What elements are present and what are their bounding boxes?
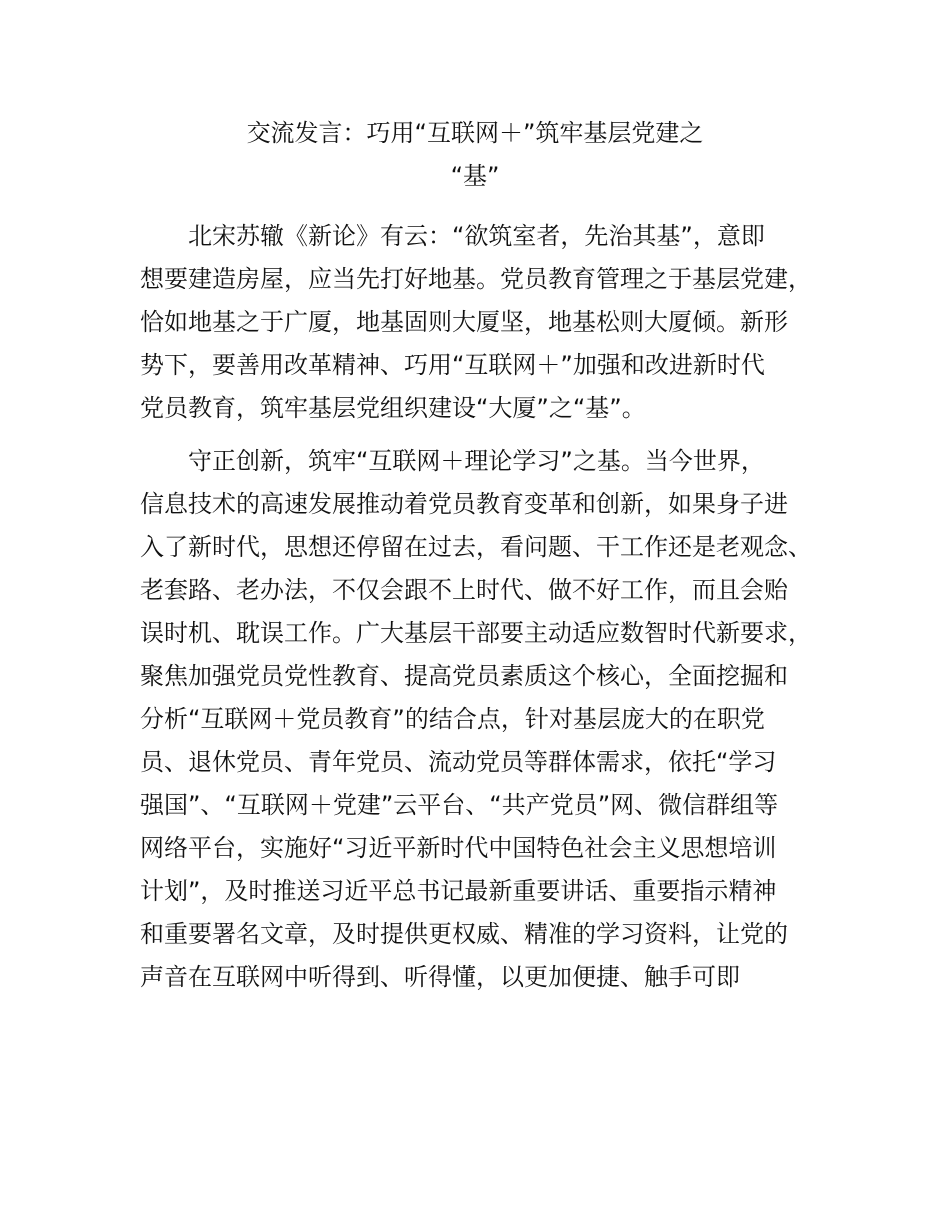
paragraph-theory-study (140, 440, 830, 999)
paragraph-line: 误时机、耽误工作。广大基层干部要主动适应数智时代新要求， (140, 619, 812, 647)
paragraph-intro (140, 215, 830, 430)
paragraph-line: 计划”，及时推送习近平总书记最新重要讲话、重要指示精神 (140, 877, 777, 905)
paragraph-line: 聚焦加强党员党性教育、提高党员素质这个核心，全面挖掘和 (140, 662, 788, 690)
paragraph-line: 和重要署名文章，及时提供更权威、精准的学习资料，让党的 (140, 920, 788, 948)
paragraph-line: 守正创新，筑牢“互联网＋理论学习”之基。当今世界， (188, 447, 765, 475)
paragraph-line: 老套路、老办法，不仅会跟不上时代、做不好工作，而且会贻 (140, 576, 788, 604)
paragraph-line: 员、退休党员、青年党员、流动党员等群体需求，依托“学习 (140, 748, 777, 776)
paragraph-line: 恰如地基之于广厦，地基固则大厦坚，地基松则大厦倾。新形 (140, 308, 788, 336)
paragraph-line: 党员教育，筑牢基层党组织建设“大厦”之“基”。 (140, 394, 646, 422)
document-body (140, 215, 830, 1009)
document-title (140, 112, 810, 198)
paragraph-line: 网络平台，实施好“习近平新时代中国特色社会主义思想培训 (140, 834, 777, 862)
paragraph-line: 想要建造房屋，应当先打好地基。党员教育管理之于基层党建， (140, 265, 812, 293)
paragraph-line: 入了新时代，思想还停留在过去，看问题、干工作还是老观念、 (140, 533, 812, 561)
paragraph-line: 分析“互联网＋党员教育”的结合点，针对基层庞大的在职党 (140, 705, 765, 733)
paragraph-line: 信息技术的高速发展推动着党员教育变革和创新，如果身子进 (140, 490, 788, 518)
paragraph-line: 强国”、“互联网＋党建”云平台、“共产党员”网、微信群组等 (140, 791, 779, 819)
title-line: “基” (450, 162, 500, 190)
paragraph-line: 北宋苏辙《新论》有云：“欲筑室者，先治其基”，意即 (188, 222, 765, 250)
paragraph-line: 势下，要善用改革精神、巧用“互联网＋”加强和改进新时代 (140, 351, 765, 379)
title-line: 交流发言：巧用“互联网＋”筑牢基层党建之 (246, 119, 704, 147)
paragraph-line: 声音在互联网中听得到、听得懂，以更加便捷、触手可即 (140, 963, 740, 991)
